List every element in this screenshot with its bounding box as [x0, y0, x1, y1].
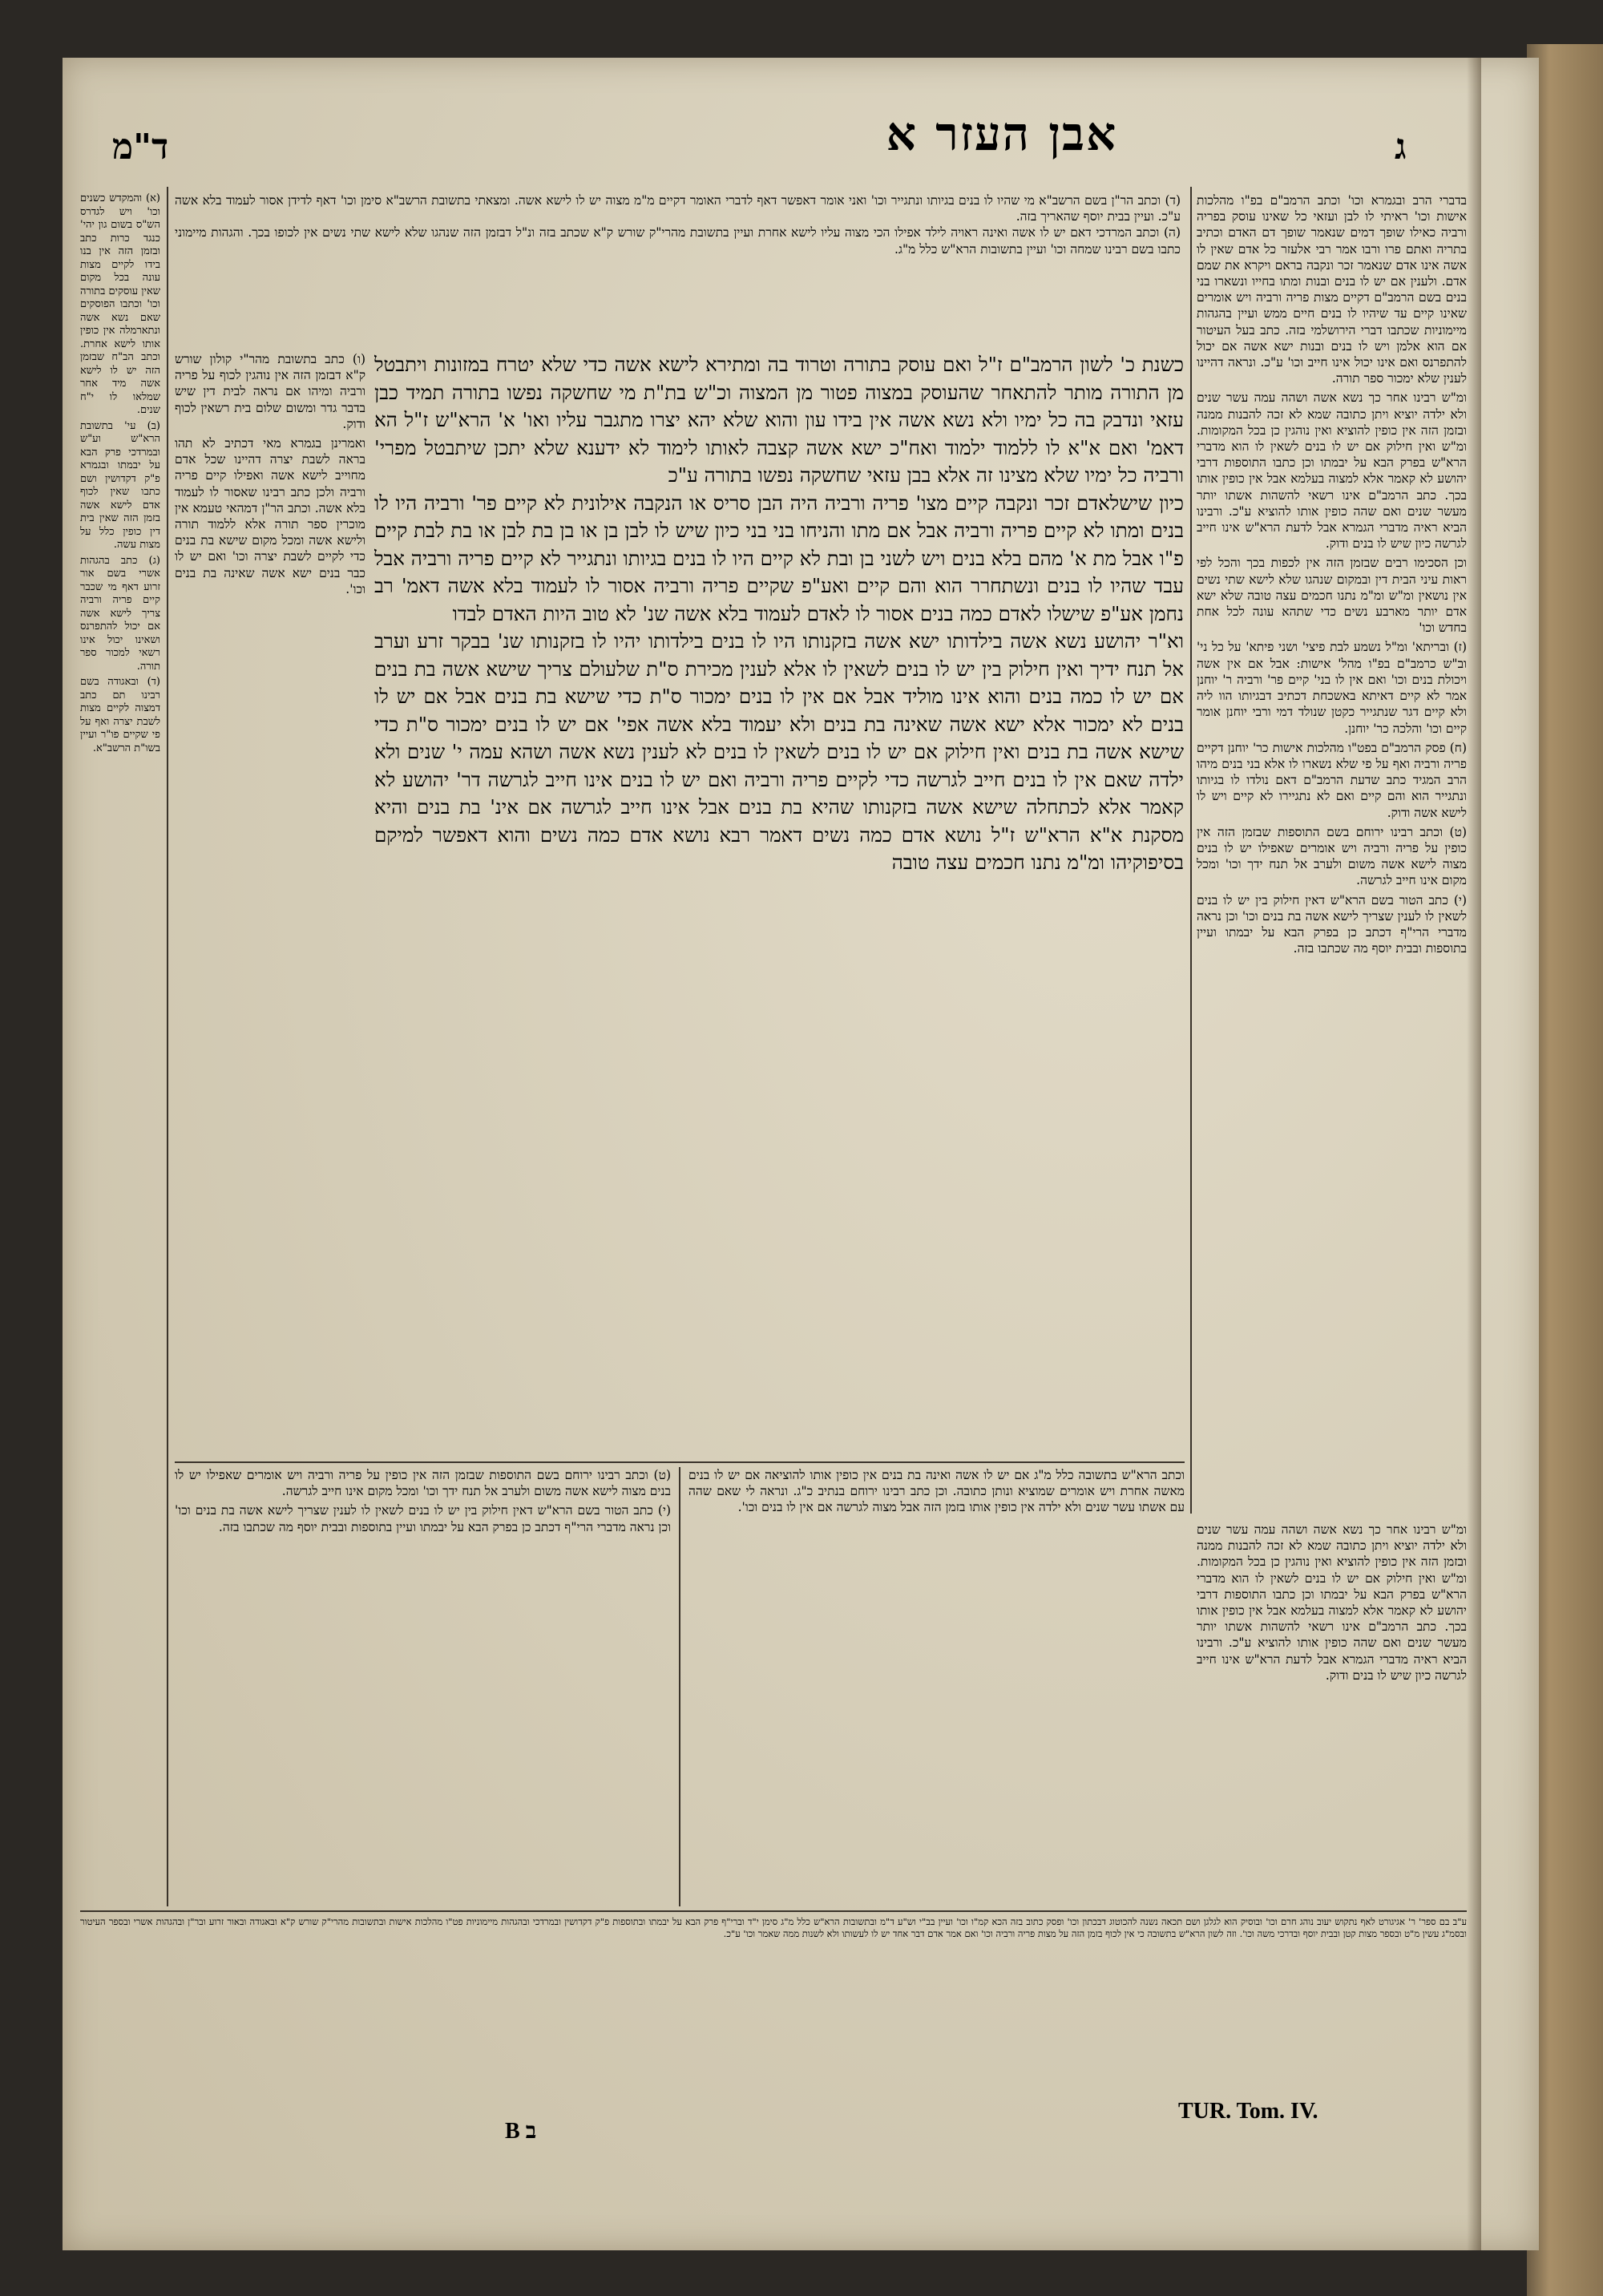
darkhei-moshe-paragraph: (ו) כתב בתשובת מהר"י קולון שורש ק"א דבזמן הזה אין נוהגין לכוף על פריה ורביה ומיהו אם נראה לבית דין שיש בדבר גדר ומשום שלום בית רשאין לכוף ודוק.: [175, 352, 365, 431]
column-divider: [1190, 187, 1192, 1514]
bottom-commentary-paragraph: ואמרינן בגמרא מאי דכתיב לא תהו בראה לשבת יצרה דהיינו שכל אדם מחוייב לישא אשה ואפילו קיים פריה ורביה ולכן כתב רבינו שאסור לו לעמוד בלא אשה. וכתב הר"ן דמהאי טעמא אין מוכרין ספר תורה אלא ללמוד תורה ולישא אשה ומכל מקום שישא בת בנים כדי לקיים לשבת יצרה וכו' ואם יש לו כבר בנים ישא אשה שאינה בת בנים וכו'.: [175, 436, 365, 596]
left-wide-commentary: [175, 351, 365, 1453]
top-commentary: [175, 192, 1181, 341]
beit-yosef-continuation: [1197, 1522, 1467, 1906]
signature-mark-left: B ב: [505, 2119, 537, 2144]
beit-yosef-paragraph: בדברי הרב ובגמרא וכו' וכתב הרמב"ם בפ"ו מהלכות אישות וכו' ראיתי לו לבן ועזאי כל שאינו עוסק בפריה ורביה כאילו שופך דמים שנאמר שופך דם האדם וכתיב בתריה ואתם פרו ורבו אמר רבי אלעזר כל אדם שאין לו אשה אינו אדם שנאמר זכר ונקבה בראם ויקרא את שמם אדם. ולענין אם יש לו בנים ובנות ומתו בחייו ונשארו בני בנים בשם הרמב"ם דקיים מצות פריה ורביה ויש אומרים שאינו קיים עד שיהיו לו בנים חיים ממש ועיין בהגהות מיימוניות שכתבו דברי הירושלמי בזה. כתב בעל העיטור אם הוא אלמן ויש לו בנים ובנות ישא אשה אם יכול להתפרנס ואם אינו יכול אינו חייב וכו' ע"כ. ונראה דהיינו לענין שלא ימכור ספר תורה.: [1197, 193, 1467, 386]
right-commentary-paragraph: (י) כתב הטור בשם הרא"ש דאין חילוק בין יש לו בנים לשאין לו לענין שצריך לישא אשה בת בנים וכו' וכן נראה מדברי הרי"ף דכתב כן בפרק הבא על יבמתו ועיין בתוספות ובבית יוסף מה שכתבו בזה.: [1197, 892, 1467, 956]
right-commentary-paragraph: (ח) פסק הרמב"ם בפט"ו מהלכות אישות כר' יוחנן דקיים פריה ורביה ואף על פי שלא נשארו לו אלא בני בנים מיהו הרב המגיד כתב שדעת הרמב"ם דאם נולדו לו בגיותו ונתגייר הוא והם קיים ואם לא נתגיירו לא קיים ויש לו לישא אשה ודוק.: [1197, 740, 1467, 820]
darkhei-moshe-paragraph: (ה) וכתב המרדכי דאם יש לו אשה ואינה ראויה לילד אפילו הכי מצוה עליו לישא אחרת ועיין בתשובת מהרי"ק שורש ק"א שכתב בזה ונ"ל דבזמן הזה שנהגו שלא לישא שתי נשים אין לכופו בכך. והגהות מיימוני כתבו בשם רבינו שמחה וכו' ועיין בתשובות הרא"ש כלל מ"ג.: [175, 225, 1181, 257]
section-divider: [175, 1461, 1185, 1463]
beit-yosef-column: [1197, 192, 1467, 1515]
darkhei-moshe-paragraph: (ד) וכתב הר"ן בשם הרשב"א מי שהיו לו בנים בגיותו ונתגייר וכו' ואני אומר דאפשר דאף לדברי האומר דקיים מ"מ מצוה יש לו לישא אשה. ומצאתי בתשובת הרשב"א סימן וכו' דאף לדידן אסור לעמוד בלא אשה ע"כ. ועיין בבית יוסף שהאריך בזה.: [175, 193, 1181, 224]
footnotes: [80, 1916, 1467, 2116]
left-commentary-paragraph: (ג) כתב בהגהות אשרי בשם אור זרוע דאף מי שכבר קיים פריה ורביה צריך לישא אשה אם יכול להתפרנס ושאינו יכול אינו רשאי למכור ספר תורה.: [80, 554, 160, 673]
lower-commentary: [175, 1467, 1185, 1906]
bottom-commentary-paragraph: וכתב הרא"ש בתשובה כלל מ"ג אם יש לו אשה ואינה בת בנים אין כופין אותו להוציאה אם יש לו בנים מאשה אחרת ויש אומרים שמוציא ונותן כתובה. וכן כתב רבינו ירוחם בנתיב כ"ג. ונראה לי שאם שהה עם אשתו עשר שנים ולא ילדה אין כופין אותו בזמן הזה אבל מצוה לגרשה אם אין לו בנים וכו'.: [688, 1468, 1185, 1515]
main-text-paragraph: כיון שישלאדם זכר ונקבה קיים מצו' פריה ורביה היה הבן סריס או הנקבה אילונית לא קיים פר' ורביה היו לו בנים ומתו לא קיים פריה ורביה אבל אם מתו והניחו בני בני כיון שיש לו לבן בן או בן בת לבן או בת לבת קיים פ"ו אבל מת א' מהם בלא בנים ויש לשני בן ובת לא קיים היו לו בנים בגיותו ונתגייר לא קיים פריה ורביה אבל עבד שהיו לו בנים ונשתחרר הוא והם קיים ואע"פ שקיים פריה ורביה אסור לו לעמוד בלא אשה דאמ' רב נחמן אע"פ שישלו לאדם כמה בנים אסור לו לאדם לעמוד בלא אשה שנ' לא טוב היות האדם לבדו: [374, 491, 1184, 625]
column-divider: [167, 187, 168, 1906]
right-commentary-paragraph: (ז) ובריתא' ומ"ל נשמע לבת פיצי' ושני פיתא' על כל ני' וב"ש כרמב"ם בפ"ו מהל' אישות: אבל אם אין אשה ויכולת בנים וכו' ואם אין לו בני' קיים פר' ורביה ר' יוחנן אמר לא קיים דאיתא באשכחת דכתיב דבגיותו הוו ליה ולא קיים דגר שנתגייר כקטן שנולד דמי ורבי יוחנן אומר קיים וכו' והלכה כר' יוחנן.: [1197, 640, 1467, 736]
running-title: אבן העזר א: [886, 107, 1118, 161]
beit-yosef-paragraph: ומ"ש רבינו אחר כך נשא אשה ושהה עמה עשר שנים ולא ילדה יוציא ויתן כתובה שמא לא זכה להבנות ממנה ובזמן הזה אין כופין להוציא ואין נוהגין כן בכל המקומות. ומ"ש ואין חילוק אם יש לו בנים לשאין לו הוא מדברי הרא"ש בפרק הבא על יבמתו וכן כתבו התוספות דרבי יהושע לא קאמר אלא למצוה בעלמא אבל אין כופין אותו בכך. כתב הרמב"ם אינו רשאי להשהות אשתו יותר מעשר שנים ואם שהה כופין אותו להוציא ע"כ. ורבינו הביא ראיה מדברי הגמרא אבל לדעת הרא"ש אינו חייב לגרשה כיון שיש לו בנים ודוק.: [1197, 390, 1467, 552]
left-narrow-commentary: [80, 192, 160, 1904]
left-commentary-paragraph: (ב) עי' בתשובת הרא"ש וע"ש ובמרדכי פרק הבא על יבמתו ובגמרא פ"ק דקדושין ושם כתבו שאין לכוף אדם לישא אשה בזמן הזה שאין בית דין כופין כלל על מצות עשה.: [80, 419, 160, 551]
left-commentary-paragraph: (ד) ובאגודה בשם רבינו תם כתב דמצוה לקיים מצות לשבת יצרה ואף על פי שקיים פו"ר ועיין בשו"ת הרשב"א.: [80, 676, 160, 754]
main-text-paragraph: וא"ר יהושע נשא אשה בילדותו ישא אשה בזקנותו היו לו בנים בילדותו יהיו לו בזקנותו שנ' בבקר זרע וערב אל תנח ידיך ואין חילוק בין יש לו בנים לשאין לו אלא לענין מכירת ס"ת שלעולם צריך שישא אשה בת בנים אם יש לו כמה בנים והוא אינו מוליד אבל אם אין לו בנים ימכור ס"ת כדי שישא בת בנים אבל אם יש לו בנים לא ימכור אלא ישא אשה שאינה בת בנים ולא יעמוד בלא אשה אפי' אם יש לו בנים ימכור ס"ת כדי שישא אשה בת בנים ואין חילוק אם יש לו בנים לשאין לו בנים לא לענין נשא אשה ושהא עמה י' שנים ולא ילדה שאם אין לו בנים חייב לגרשה כדי לקיים פריה ורביה ואם יש לו בנים אינו חייב לגרשה דר' יהושע לא קאמר אלא לכתחלה שישא אשה בזקנותו שהיא בת בנים אבל אינו חייב לגרשה אם אינ' בת בנים והיא מסקנת א"א הרא"ש ז"ל נושא אדם כמה נשים דאמר רבא נושא אדם כמה נשים והוא דאפשר למיקם בסיפוקיהו ומ"מ נתנו חכמים עצה טובה: [374, 629, 1184, 874]
beit-yosef-paragraph: וכן הסכימו רבים שבזמן הזה אין לכפות בכך והכל לפי ראות עיני הבית דין ובמקום שנהגו שלא לישא שתי נשים אין נושאין ומ"ש ומ"מ נתנו חכמים עצה טובה שלא ישא אדם יותר מארבע נשים כדי שתהא עונה לכל אחת בחדש וכו': [1197, 556, 1467, 636]
main-text-paragraph: כשנת כ' לשון הרמב"ם ז"ל ואם עוסק בתורה וטרוד בה ומתירא לישא אשה כדי שלא יטרח במזונות ויתבטל מן התורה מותר להתאחר שהעוסק במצוה פטור מן המצוה וכ"ש בת"ת מי שחשקה נפשו בתורה תמיד כבן עזאי ונדבק בה כל ימיו ולא נשא אשה אין בידו עון והוא שלא יהא יצרו מתגבר עליו ואו' א' הרא"ש ז"ל הא דאמ' ואם א"א לו ללמוד ילמוד ואח"כ ישא אשה קצבה לאותו לימוד לא ידענא שלא יתכן שיתבטל מפרי' ורביה כל ימיו שלא מצינו זה אלא בבן עזאי שחשקה נפשו בתורה ע"כ: [374, 353, 1184, 487]
beit-yosef-paragraph: ומ"ש רבינו אחר כך נשא אשה ושהה עמה עשר שנים ולא ילדה יוציא ויתן כתובה שמא לא זכה להבנות ממנה ובזמן הזה אין כופין להוציא ואין נוהגין כן בכל המקומות. ומ"ש ואין חילוק אם יש לו בנים לשאין לו הוא מדברי הרא"ש בפרק הבא על יבמתו וכן כתבו התוספות דרבי יהושע לא קאמר אלא למצוה בעלמא אבל אין כופין אותו בכך. כתב הרמב"ם אינו רשאי להשהות אשתו יותר מעשר שנים ואם שהה כופין אותו להוציא ע"כ. ורבינו הביא ראיה מדברי הגמרא אבל לדעת הרא"ש אינו חייב לגרשה כיון שיש לו בנים ודוק.: [1197, 1522, 1467, 1683]
footnote-text: ע"ב בם ספר' ר' אגיגורט לאף נתקוש יעוב נוהג חרם וכו' ובוסיק הוא לגלגן ושם תכאה נשנה להכוטוג דבכתון וכו' ופסק כתוב בזה הכא קמ"ו וכו' ועיין בב"י וש"ע ד"מ ובתשובות הרא"ש כלל מ"ג סימן י"ד וברי"ף פרק הבא על יבמתו ובתוספות פ"ק דקדושין ובמרדכי ובהגהות מיימוניות פט"ו מהלכות אישות ובתשובות מהרי"ק שורש ק"א ובאגודה ובאור זרוע ובר"ן ובהגהות אשרי ובספר העיטור ובסמ"ג עשין מ"ט ובספר מצות קטן ובבית יוסף ובדרכי משה וכו'. וזה לשון הרא"ש בתשובה כי אין לכוף בזמן הזה על מצות פריה ורביה וכו' ואם אמר אדם דבר אחד יש לו לעשותו ולא לשנות ממה שאמר וכו' ע"כ.: [80, 1916, 1467, 1939]
page-content: [80, 107, 1467, 2207]
signature-mark-right: TUR. Tom. IV.: [1178, 2099, 1318, 2124]
left-commentary-paragraph: (א) והמקדש כשנים וכו' ויש לגדרס הש"ס בשום גון יהי' כנגד כרות כתב ובזמן הזה אין בנו בידו לקיים מצות עונה בכל מקום שאין עוסקים בתורה וכו' וכתבו הפוסקים שאם נשא אשה ונתארמלה אין כופין אותו לישא אחרת. וכתב הב"ח שבזמן הזה יש לו לישא אשה מיד אחר שמלאו לו י"ח שנים.: [80, 192, 160, 416]
right-commentary-paragraph: (ט) וכתב רבינו ירוחם בשם התוספות שבזמן הזה אין כופין על פריה ורביה ויש אומרים שאפילו יש לו בנים מצוה לישא אשה משום ולערב אל תנח ידך וכו' ומכל מקום אינו חייב לגרשה.: [1197, 824, 1467, 888]
page-number-left: ד"מ: [112, 127, 169, 168]
page-number-right: ג: [1395, 127, 1407, 168]
page-gutter-shadow: [1467, 58, 1481, 2250]
right-commentary-paragraph: (י) כתב הטור בשם הרא"ש דאין חילוק בין יש לו בנים לשאין לו לענין שצריך לישא אשה בת בנים וכו' וכן נראה מדברי הרי"ף דכתב כן בפרק הבא על יבמתו ועיין בתוספות ובבית יוסף מה שכתבו בזה.: [175, 1503, 671, 1534]
right-commentary-paragraph: (ט) וכתב רבינו ירוחם בשם התוספות שבזמן הזה אין כופין על פריה ורביה ויש אומרים שאפילו יש לו בנים מצוה לישא אשה משום ולערב אל תנח ידך וכו' ומכל מקום אינו חייב לגרשה.: [175, 1468, 671, 1499]
footnote-divider: [80, 1910, 1467, 1912]
main-text-block: [374, 351, 1184, 1453]
